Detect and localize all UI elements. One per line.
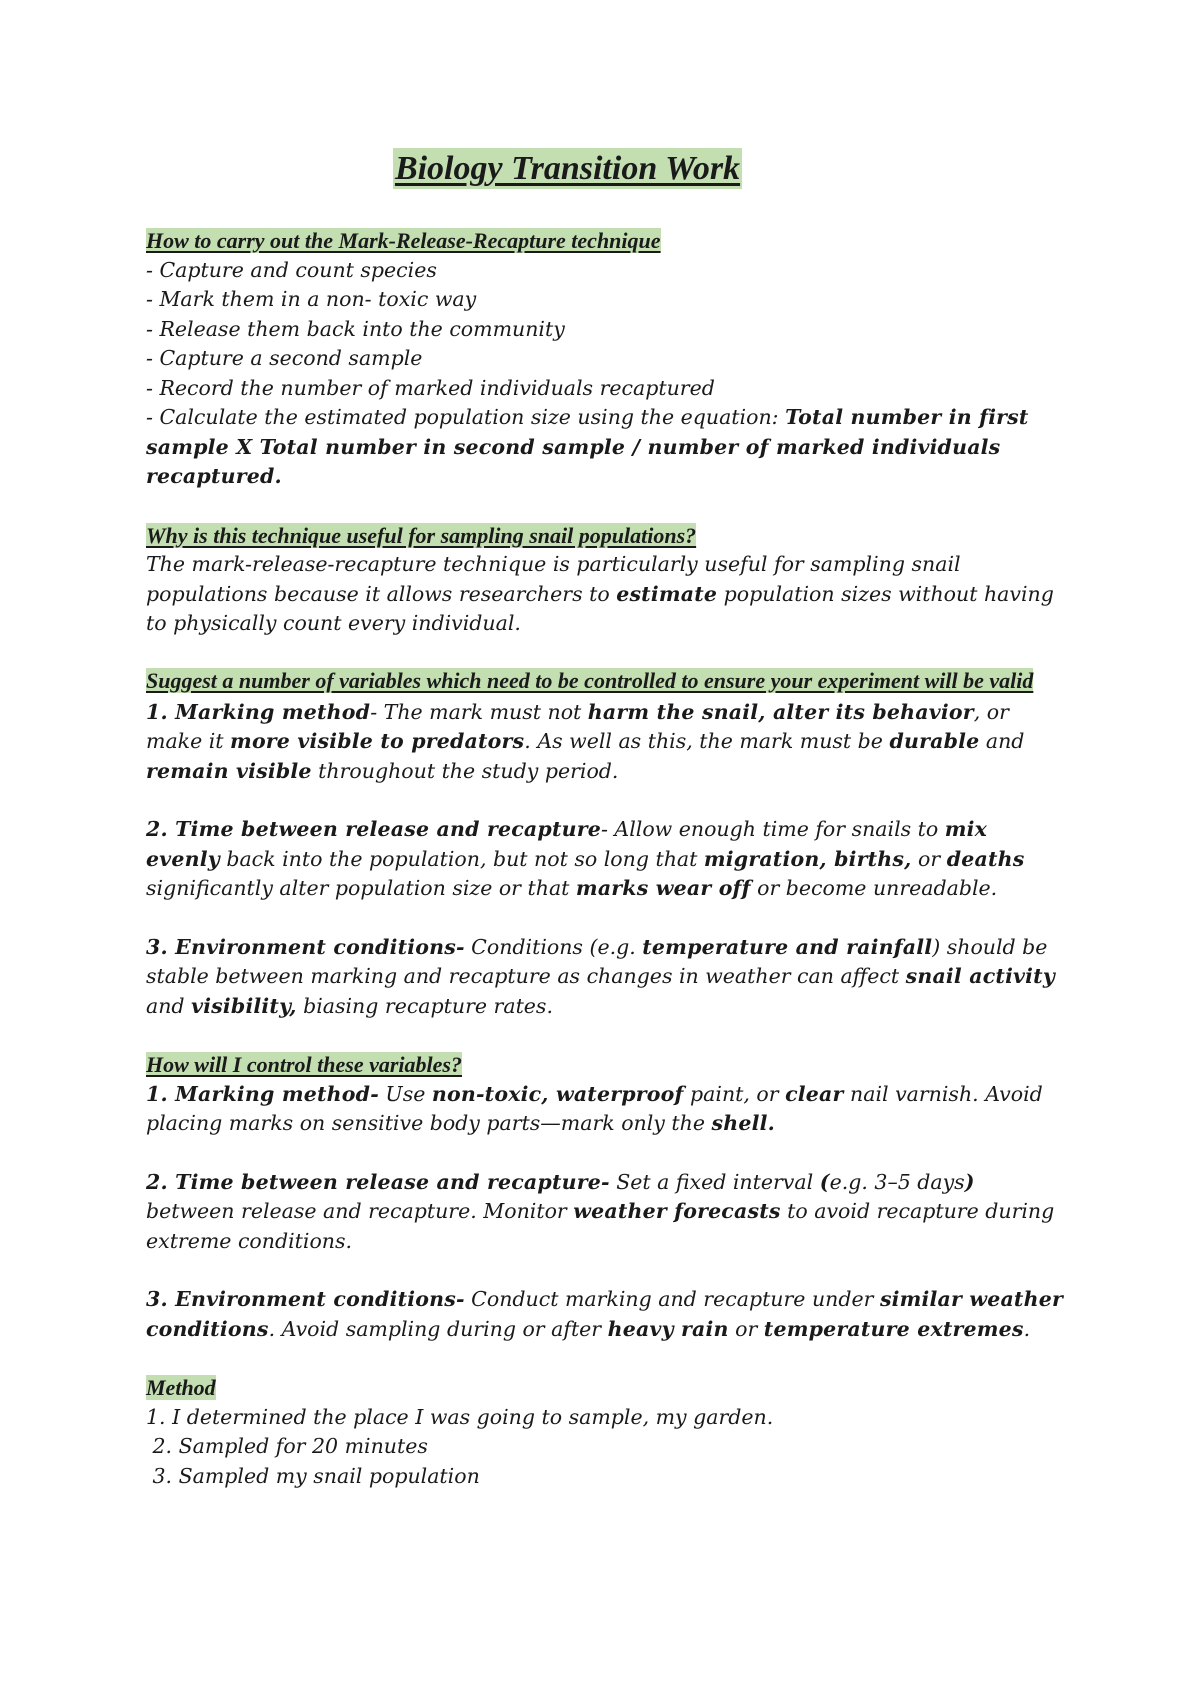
bold-run: ( [819, 1169, 830, 1194]
bold-run: clear [785, 1081, 844, 1106]
bold-run: harm the snail, alter its behavior [587, 699, 974, 724]
text-run: biasing recapture rates. [296, 993, 553, 1018]
control-item-time-between [146, 1168, 1066, 1257]
text-run: Use [378, 1081, 432, 1106]
text-run: population sizes without having to physically count every individual. [146, 581, 1054, 635]
bold-run: durable [889, 729, 980, 753]
text-run: and [146, 993, 192, 1018]
item-label: 2. Time between release and recapture [146, 817, 601, 841]
bold-run: remain visible [146, 758, 312, 783]
bold-run: estimate [616, 581, 718, 606]
text-run: ) should be stable between marking and recapture as changes in weather can affect [146, 934, 1048, 988]
text-run: back into the population, but not so long that [219, 846, 704, 871]
text-run: - Allow enough time for snails to [600, 817, 945, 841]
bold-run: visibility, [191, 993, 297, 1018]
text-run: between release and recapture. Monitor [146, 1199, 574, 1223]
section-heading-text: Why is this technique useful for sampling snail populations? [146, 522, 697, 548]
item-label: 1. Marking method [146, 699, 371, 724]
bold-run: marks wear off [575, 876, 751, 900]
section-heading-method [146, 1373, 1066, 1403]
list-item: - Record the number of marked individuals recaptured [146, 375, 715, 400]
bold-run: shell. [711, 1111, 775, 1135]
method-step: 3. Sampled my snail population [146, 1463, 480, 1488]
bold-run: heavy rain [607, 1316, 729, 1341]
text-run: e.g. 3–5 days [829, 1169, 965, 1194]
document-title-text: Biology Transition Work [394, 150, 741, 187]
bold-run: temperature and rainfall [642, 934, 933, 959]
equation-end: . [274, 464, 282, 488]
text-run: significantly alter population size or that [146, 876, 576, 900]
section-heading-why-useful [146, 521, 1066, 551]
section-heading-text: How to carry out the Mark-Release-Recapture technique [146, 228, 661, 253]
equation-text: Total number in first sample X Total number in second sample / number of marked individuals recaptured [146, 405, 1029, 488]
list-item: - Release them back into the community [146, 316, 565, 341]
list-item: - Capture a second sample [146, 346, 423, 370]
text-run: , or make it [146, 699, 1009, 753]
equation-intro: - Calculate the estimated population size using the equation: [146, 405, 786, 429]
bold-run: similar weather conditions [146, 1287, 1063, 1341]
text-run: - The mark must not [370, 699, 588, 724]
bold-run: migration, births, [703, 846, 912, 871]
paragraph [146, 550, 1066, 639]
text-run: Set a fixed interval [609, 1169, 820, 1194]
bold-run: ) [964, 1169, 975, 1194]
variable-item-marking-method [146, 698, 1066, 787]
section-heading-text: Method [146, 1375, 216, 1400]
bold-run: deaths [946, 846, 1025, 871]
text-run: or become unreadable. [750, 876, 998, 900]
section-heading-variables [146, 663, 1066, 698]
section-heading-mark-release-recapture [146, 226, 1066, 256]
method-step: 2. Sampled for 20 minutes [146, 1434, 428, 1458]
equation-paragraph [146, 403, 1066, 492]
bold-run: mix evenly [146, 817, 988, 871]
item-label: 2. Time between release and recapture- [146, 1169, 610, 1194]
text-run: . Avoid sampling during or after [268, 1316, 608, 1341]
bold-run: temperature extremes [763, 1316, 1024, 1341]
list-item: - Mark them in a non- toxic way [146, 287, 477, 311]
text-run: . [1023, 1316, 1031, 1341]
bold-run: non-toxic, waterproof [431, 1081, 684, 1106]
item-label: 1. Marking method- [146, 1081, 379, 1106]
text-run: to avoid recapture during extreme conditions. [146, 1199, 1055, 1253]
section-heading-control [146, 1050, 1066, 1080]
text-run: nail varnish. Avoid placing marks on sensitive body parts—mark only the [146, 1081, 1043, 1135]
text-run: The mark-release-recapture technique is particularly useful for sampling snail populations because it allows researchers to [146, 552, 961, 606]
control-item-environment [146, 1285, 1066, 1344]
item-label: 3. Environment conditions- [146, 1287, 465, 1311]
bold-run: weather forecasts [573, 1199, 781, 1223]
section-heading-text: How will I control these variables? [146, 1052, 462, 1077]
control-item-marking-method [146, 1080, 1066, 1139]
text-run: throughout the study period. [311, 758, 619, 783]
bold-run: snail activity [905, 964, 1055, 988]
document-body [146, 226, 1066, 1491]
variable-item-time-between [146, 815, 1066, 904]
text-run: Conduct marking and recapture under [464, 1287, 880, 1311]
text-run: Conditions (e.g. [464, 934, 643, 959]
text-run: . As well as this, the mark must be [524, 729, 890, 753]
text-run: or [728, 1316, 764, 1341]
text-run: and [979, 729, 1025, 753]
method-step: 1. I determined the place I was going to sample, my garden. [146, 1404, 774, 1429]
variable-item-environment [146, 933, 1066, 1022]
list-item: - Capture and count species [146, 257, 437, 282]
bold-run: more visible to predators [230, 729, 525, 753]
section-heading-text: Suggest a number of variables which need to be controlled to ensure your experiment will be valid [146, 667, 1034, 693]
item-label: 3. Environment conditions- [146, 934, 465, 959]
text-run: or [911, 846, 947, 871]
text-run: paint, or [683, 1081, 786, 1106]
document-title [0, 150, 1135, 188]
